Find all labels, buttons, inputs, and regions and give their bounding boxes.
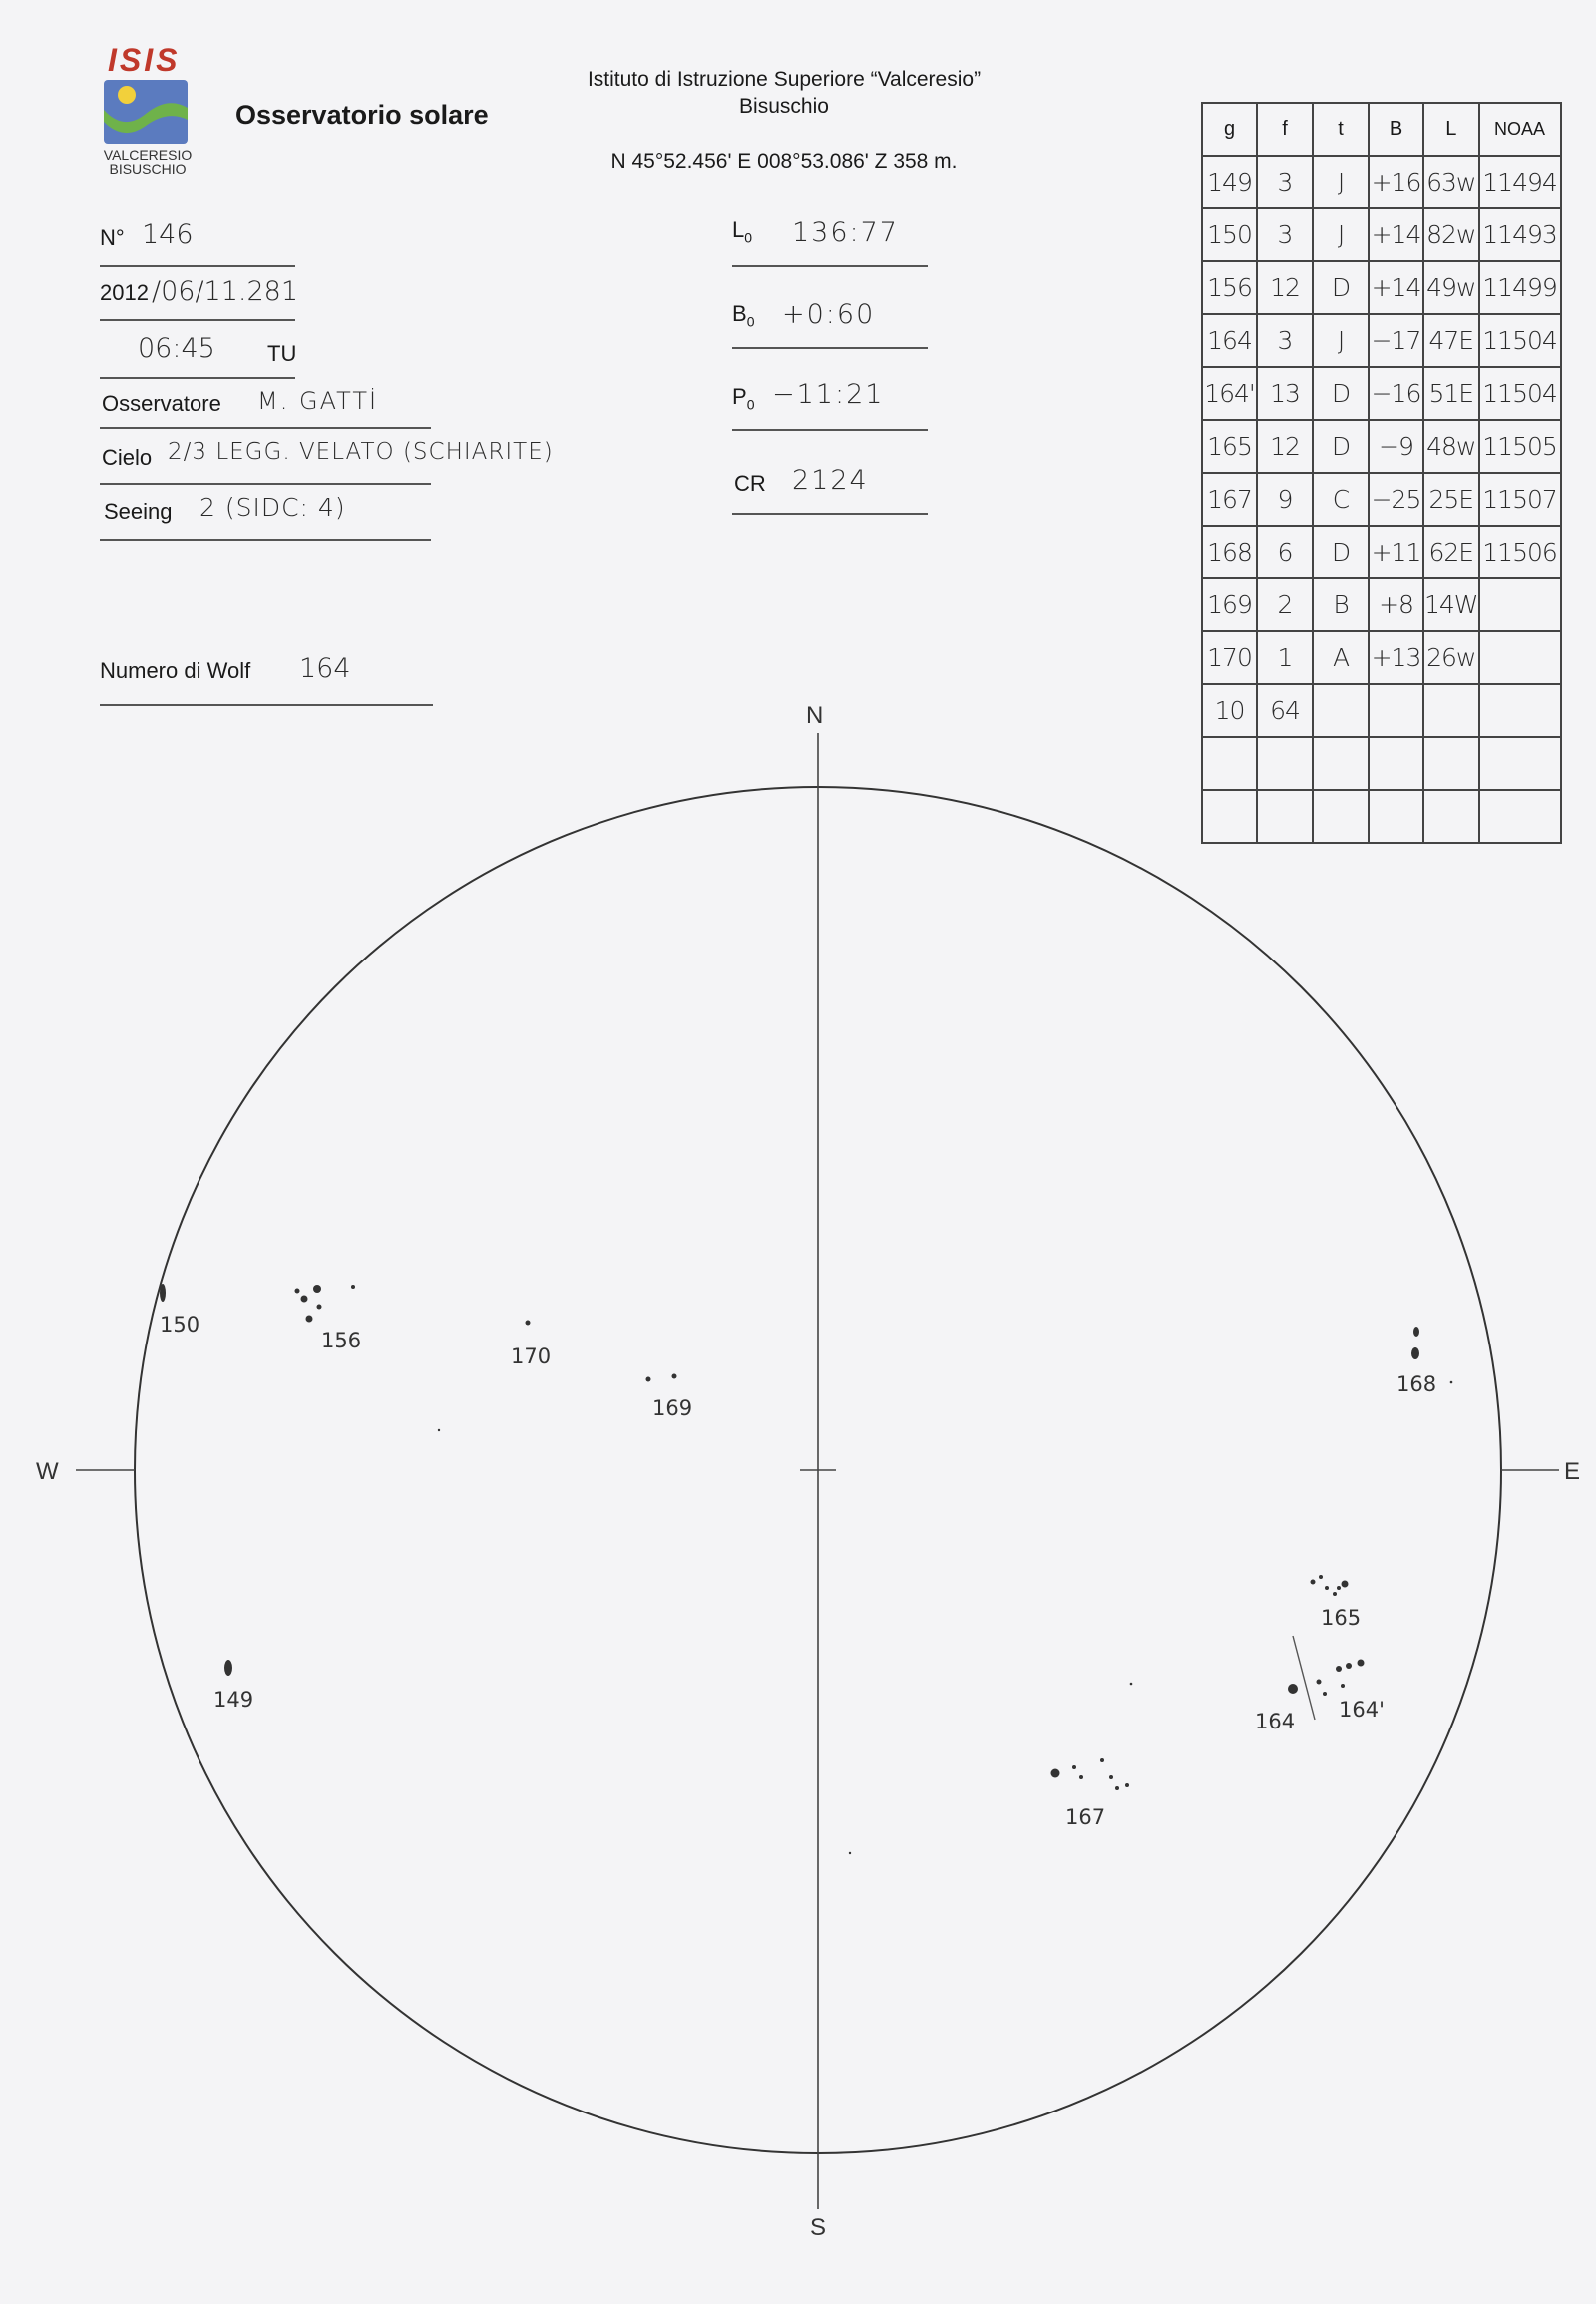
- group-label-150: 150: [160, 1313, 200, 1337]
- table-cell: 149: [1202, 156, 1257, 208]
- table-cell: 11499: [1479, 261, 1561, 314]
- sunspot-165: [1333, 1592, 1337, 1596]
- group-label-156: 156: [321, 1329, 362, 1352]
- logo-subtitle-line1: VALCERESIO: [103, 147, 193, 163]
- group-label-170: 170: [511, 1344, 552, 1368]
- table-cell: 164: [1202, 314, 1257, 367]
- institute-line2: Bisuschio: [739, 95, 829, 118]
- table-cell: 169: [1202, 578, 1257, 631]
- table-cell: J: [1313, 314, 1369, 367]
- table-cell: 14W: [1423, 578, 1479, 631]
- table-cell: D: [1313, 261, 1369, 314]
- b0-label: $B_0$: [732, 301, 755, 330]
- group-label-168: 168: [1396, 1372, 1437, 1396]
- speck: [849, 1852, 851, 1854]
- header-t: t: [1313, 103, 1369, 156]
- wolf-label: Numero di Wolf: [100, 658, 251, 683]
- table-cell: 9: [1257, 473, 1313, 526]
- p0-label: $P_0$: [732, 384, 755, 413]
- table-cell: 11504: [1479, 367, 1561, 420]
- table-cell: A: [1313, 631, 1369, 684]
- sunspot-167: [1072, 1765, 1076, 1769]
- seeing-label: Seeing: [104, 499, 173, 524]
- table-cell: 164': [1202, 367, 1257, 420]
- group-164-divider: [1293, 1636, 1315, 1720]
- sunspot-164p: [1358, 1660, 1365, 1667]
- east-label: E: [1564, 1458, 1581, 1485]
- speck: [438, 1429, 440, 1431]
- table-cell: C: [1313, 473, 1369, 526]
- table-cell: 11493: [1479, 208, 1561, 261]
- table-cell: 12: [1257, 420, 1313, 473]
- group-label-149: 149: [213, 1688, 254, 1712]
- table-cell: 13: [1257, 367, 1313, 420]
- sunspot-169: [672, 1374, 677, 1379]
- sunspot-156: [351, 1285, 355, 1289]
- logo-subtitle-line2: BISUSCHIO: [109, 161, 187, 177]
- cr-value: 2124: [792, 465, 869, 496]
- date-value: /06/11.281: [152, 276, 299, 307]
- sunspot-164p: [1317, 1680, 1322, 1685]
- number-value: 146: [142, 219, 194, 250]
- p0-value: −11:21: [772, 379, 885, 410]
- sunspot-149: [224, 1660, 232, 1676]
- sunspot-165: [1311, 1580, 1316, 1585]
- sunspot-165: [1325, 1586, 1329, 1590]
- table-cell: +16: [1369, 156, 1423, 208]
- sunspot-164p: [1336, 1666, 1342, 1672]
- sunspot-156: [317, 1305, 322, 1310]
- table-cell: 64: [1257, 684, 1313, 737]
- table-cell: +14: [1369, 261, 1423, 314]
- table-cell: J: [1313, 208, 1369, 261]
- sunspot-164: [1288, 1684, 1298, 1694]
- date-year: 2012: [100, 280, 149, 305]
- table-cell: 11505: [1479, 420, 1561, 473]
- sunspot-167: [1100, 1758, 1104, 1762]
- sky-label: Cielo: [102, 445, 153, 470]
- table-cell: B: [1313, 578, 1369, 631]
- table-cell: 2: [1257, 578, 1313, 631]
- sunspot-165: [1337, 1586, 1341, 1590]
- sunspot-168: [1413, 1327, 1419, 1337]
- table-cell: 25E: [1423, 473, 1479, 526]
- table-cell: D: [1313, 420, 1369, 473]
- sunspot-169: [646, 1377, 651, 1382]
- table-cell: 165: [1202, 420, 1257, 473]
- header-f: f: [1257, 103, 1313, 156]
- table-cell: 49w: [1423, 261, 1479, 314]
- header-l: L: [1423, 103, 1479, 156]
- sunspot-167: [1109, 1775, 1113, 1779]
- b0-value: +0:60: [782, 299, 876, 330]
- sunspot-164p: [1341, 1684, 1345, 1688]
- south-label: S: [810, 2214, 827, 2241]
- table-cell: +8: [1369, 578, 1423, 631]
- table-cell: +14: [1369, 208, 1423, 261]
- sunspot-168: [1411, 1347, 1419, 1359]
- table-cell: −16: [1369, 367, 1423, 420]
- sunspot-167: [1125, 1783, 1129, 1787]
- time-unit: TU: [267, 341, 297, 366]
- table-cell: 12: [1257, 261, 1313, 314]
- table-cell: 11504: [1479, 314, 1561, 367]
- observer-label: Osservatore: [102, 391, 221, 416]
- sunspot-164p: [1346, 1663, 1352, 1669]
- seeing-value: 2 (SIDC: 4): [200, 493, 346, 522]
- group-label-167: 167: [1065, 1805, 1106, 1829]
- sunspot-170: [526, 1321, 531, 1326]
- observer-value: M. GATTİ: [257, 387, 379, 415]
- sunspot-167: [1051, 1769, 1060, 1778]
- table-cell: 3: [1257, 208, 1313, 261]
- header-b: B: [1369, 103, 1423, 156]
- group-label-165: 165: [1321, 1606, 1362, 1630]
- table-cell: −9: [1369, 420, 1423, 473]
- page-title: Osservatorio solare: [235, 100, 489, 130]
- sunspot-156: [301, 1296, 308, 1303]
- sunspot-156: [295, 1289, 300, 1294]
- sunspot-165: [1319, 1575, 1323, 1579]
- table-cell: 48w: [1423, 420, 1479, 473]
- table-cell: 167: [1202, 473, 1257, 526]
- table-cell: 26w: [1423, 631, 1479, 684]
- time-value: 06:45: [138, 333, 215, 364]
- west-label: W: [36, 1458, 59, 1485]
- table-cell: 1: [1257, 631, 1313, 684]
- group-label-169: 169: [652, 1396, 693, 1420]
- table-cell: +13: [1369, 631, 1423, 684]
- table-cell: 11506: [1479, 526, 1561, 578]
- l0-value: 136:77: [792, 217, 899, 248]
- table-cell: 63w: [1423, 156, 1479, 208]
- sky-value: 2/3 LEGG. VELATO (SCHIARITE): [168, 439, 554, 465]
- table-cell: 156: [1202, 261, 1257, 314]
- logo-wordmark: ISIS: [108, 42, 181, 78]
- table-cell: 47E: [1423, 314, 1479, 367]
- cr-label: CR: [734, 471, 766, 496]
- l0-label: $L_0$: [732, 217, 753, 246]
- table-cell: 170: [1202, 631, 1257, 684]
- table-cell: D: [1313, 526, 1369, 578]
- sunspot-165: [1342, 1581, 1349, 1588]
- table-cell: J: [1313, 156, 1369, 208]
- sunspot-156: [306, 1316, 313, 1323]
- speck: [1450, 1381, 1453, 1384]
- sunspot-167: [1115, 1786, 1119, 1790]
- number-label: N°: [100, 225, 125, 250]
- table-cell: 3: [1257, 156, 1313, 208]
- wolf-value: 164: [299, 653, 351, 684]
- table-cell: 51E: [1423, 367, 1479, 420]
- table-cell: 6: [1257, 526, 1313, 578]
- header-noaa: NOAA: [1479, 103, 1561, 156]
- header-g: g: [1202, 103, 1257, 156]
- sunspot-150: [160, 1284, 166, 1302]
- table-cell: D: [1313, 367, 1369, 420]
- table-cell: +11: [1369, 526, 1423, 578]
- table-cell: 11494: [1479, 156, 1561, 208]
- institute-line1: Istituto di Istruzione Superiore “Valceresio”: [587, 68, 982, 91]
- speck: [1130, 1683, 1133, 1686]
- north-label: N: [806, 702, 824, 729]
- table-cell: −17: [1369, 314, 1423, 367]
- sunspot-164p: [1323, 1692, 1327, 1696]
- table-cell: −25: [1369, 473, 1423, 526]
- sunspot-167: [1079, 1775, 1083, 1779]
- group-label-164: 164: [1255, 1710, 1296, 1733]
- sunspots: [160, 1284, 1452, 1854]
- table-cell: 150: [1202, 208, 1257, 261]
- table-cell: 168: [1202, 526, 1257, 578]
- observatory-coordinates: N 45°52.456' E 008°53.086' Z 358 m.: [610, 150, 958, 173]
- group-label-164p: 164': [1339, 1698, 1385, 1722]
- table-cell: 11507: [1479, 473, 1561, 526]
- sunspot-156: [313, 1285, 321, 1293]
- table-cell: 82w: [1423, 208, 1479, 261]
- table-cell: 10: [1202, 684, 1257, 737]
- table-cell: 62E: [1423, 526, 1479, 578]
- table-cell: 3: [1257, 314, 1313, 367]
